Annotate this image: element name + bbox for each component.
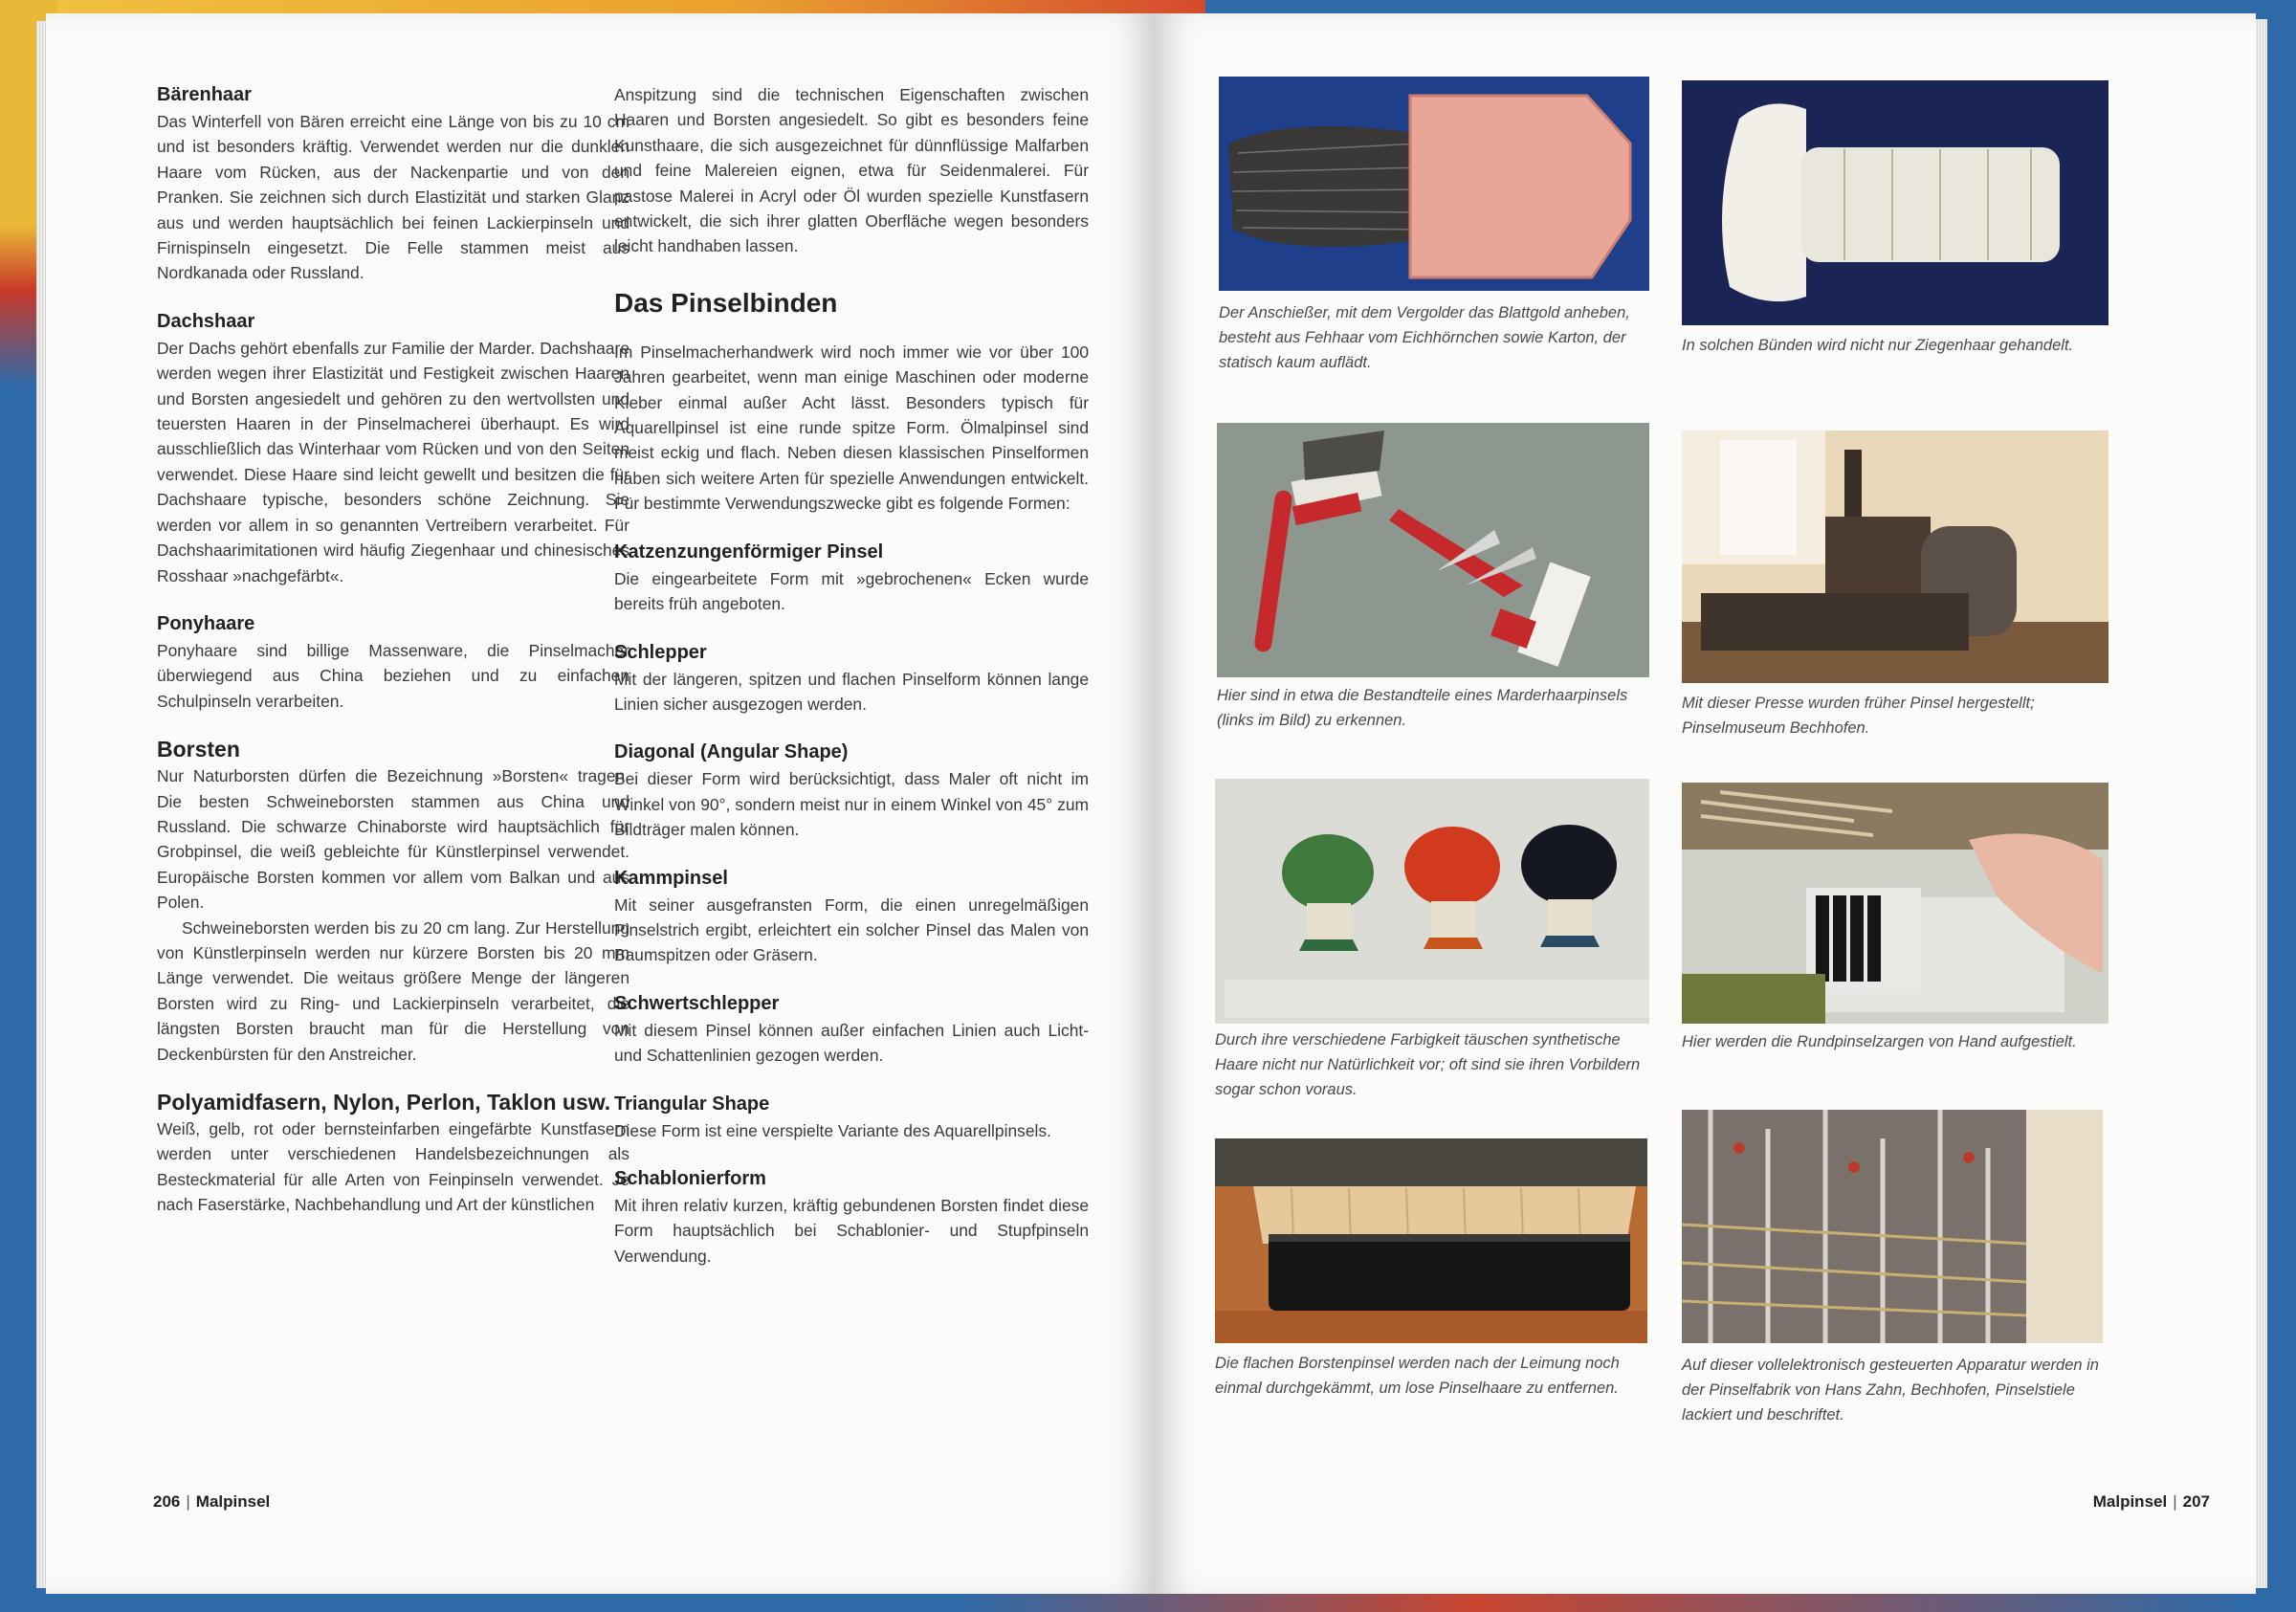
photo-anschiesser: [1219, 77, 1649, 291]
photo-synthetische-haare: [1215, 779, 1649, 1024]
caption-3: Hier sind in etwa die Bestandteile eines Marderhaarpinsels (links im Bild) zu erkennen.: [1217, 687, 1628, 729]
paragraph-schlepper: Mit der längeren, spitzen und flachen Pinselform können lange Linien sicher ausgezogen werden.: [614, 669, 1089, 714]
heading-triangular: Triangular Shape: [614, 1093, 770, 1115]
photo-borstenpinsel: [1215, 1138, 1647, 1343]
photo-ziegenhaar-buendel: [1682, 80, 2108, 325]
running-head-left: Malpinsel: [195, 1492, 271, 1511]
heading-borsten: Borsten: [157, 737, 240, 762]
paragraph-borsten-2: Schweineborsten werden bis zu 20 cm lang. Zur Herstellung von Künstlerpinseln werden nur kürzere Borsten bis 20 mm Länge verwendet. Die weitaus größere Menge der längeren Borsten wird zu Ring- und Lackierpinseln verarbeitet, die längsten Borsten braucht man für die Herstellung von Deckenbürsten für den Anstreicher.: [157, 917, 629, 1064]
right-column: [614, 82, 1089, 1292]
paragraph-schwertschlepper: Mit diesem Pinsel können außer einfachen Linien auch Licht- und Schattenlinien gezogen werden.: [614, 1020, 1089, 1066]
paragraph-polyamidfasern: Weiß, gelb, rot oder bernsteinfarben eingefärbte Kunstfasern werden unter verschiedenen Handelsbezeichnungen als Besteckmaterial für alle Arten von Feinpinseln verwendet. Je nach Faserstärke, Nachbehandlung und Art der künstlichen: [157, 1119, 629, 1215]
photo-apparatur: [1682, 1110, 2103, 1343]
paragraph-diagonal: Bei dieser Form wird berücksichtigt, dass Maler oft nicht im Winkel von 90°, sondern meist nur in einem Winkel von 45° zum Bildträger malen können.: [614, 769, 1089, 840]
paragraph-ponyhaare: Ponyhaare sind billige Massenware, die Pinselmacher überwiegend aus China beziehen und zu einfachen Schulpinseln verarbeiten.: [157, 640, 629, 711]
right-page: [1154, 13, 2256, 1594]
paragraph-borsten: Nur Naturborsten dürfen die Bezeichnung »Borsten« tragen. Die besten Schweineborsten stammen aus China und Russland. Die schwarze Chinaborste wird hauptsächlich für Grobpinsel, die weiß gebleichte für Künstlerpinsel verwendet. Europäische Borsten kommen vor allem vom Balkan und aus Polen.: [157, 766, 629, 913]
heading-ponyhaare: Ponyhaare: [157, 612, 255, 634]
folio-right: Malpinsel | 207: [2092, 1492, 2210, 1511]
left-page: [46, 13, 1154, 1594]
paragraph-dachshaar: Der Dachs gehört ebenfalls zur Familie der Marder. Dachshaare werden wegen ihrer Elastizität und Festigkeit zwischen Haaren und Borsten angesiedelt und gehören zu den wertvollsten und teuersten Haaren in der Pinselmacherei überhaupt. Es wird ausschließlich das Winterhaar vom Rücken und von den Seiten verwendet. Diese Haare sind leicht gewellt und besitzen die für Dachshaare typische, besonders schöne Zeichnung. Sie werden vor allem in so genannten Vertreibern verarbeitet. Für Dachshaarimitationen wird häufig Ziegenhaar und chinesisches Rosshaar »nachgefärbt«.: [157, 338, 629, 585]
heading-pinselbinden: Das Pinselbinden: [614, 287, 838, 318]
heading-kammpinsel: Kammpinsel: [614, 867, 728, 889]
heading-schlepper: Schlepper: [614, 641, 707, 663]
caption-5: Durch ihre verschiedene Farbigkeit täuschen synthetische Haare nicht nur Natürlichkeit vor; oft sind sie ihren Vorbildern sogar schon voraus.: [1215, 1031, 1641, 1098]
caption-6: Hier werden die Rundpinselzargen von Hand aufgestielt.: [1682, 1033, 2077, 1050]
running-head-right: Malpinsel: [2092, 1492, 2168, 1511]
heading-polyamidfasern: Polyamidfasern, Nylon, Perlon, Taklon usw.: [157, 1090, 611, 1115]
page-number-right: 207: [2182, 1492, 2210, 1511]
paragraph-schablonierform: Mit ihren relativ kurzen, kräftig gebundenen Borsten findet diese Form hauptsächlich bei Schablonier- und Stupfpinseln Verwendung.: [614, 1195, 1089, 1266]
caption-1: Der Anschießer, mit dem Vergolder das Blattgold anheben, besteht aus Fehhaar vom Eichhörnchen sowie Karton, der statisch kaum auflädt.: [1219, 304, 1630, 371]
paragraph-kammpinsel: Mit seiner ausgefransten Form, die einen unregelmäßigen Pinselstrich ergibt, erleichtert ein solcher Pinsel das Malen von Baumspitzen oder Gräsern.: [614, 894, 1089, 965]
caption-7: Die flachen Borstenpinsel werden nach der Leimung noch einmal durchgekämmt, um lose Pinselhaare zu entfernen.: [1215, 1355, 1620, 1397]
heading-katzenzunge: Katzenzungenförmiger Pinsel: [614, 541, 884, 563]
photo-marderhaarpinsel: [1217, 423, 1649, 677]
photo-presse: [1682, 431, 2108, 683]
paragraph-anspitzung: Anspitzung sind die technischen Eigenschaften zwischen Haaren und Borsten angesiedelt. So gibt es besonders feine Kunsthaare, die sich ausgezeichnet für dünnflüssige Malfarben und feine Malereien eignen, etwa für Seidenmalerei. Für pastose Malerei in Acryl oder Öl wurden spezielle Kunstfasern entwickelt, die sich ihrer glatten Oberfläche wegen besonders leicht handhaben lassen.: [614, 85, 1089, 256]
paragraph-katzenzunge: Die eingearbeitete Form mit »gebrochenen« Ecken wurde bereits früh angeboten.: [614, 568, 1089, 614]
photo-rundpinselzargen: [1682, 783, 2108, 1024]
heading-dachshaar: Dachshaar: [157, 310, 255, 332]
paragraph-pinselbinden: Im Pinselmacherhandwerk wird noch immer wie vor über 100 Jahren gearbeitet, wenn man einige Maschinen oder moderne Kleber einmal außer Acht lässt. Besonders typisch für Aquarellpinsel ist eine runde spitze Form. Ölmalpinsel sind meist eckig und flach. Neben diesen klassischen Pinselformen haben sich weitere Arten für spezielle Anwendungen entwickelt. Für bestimmte Verwendungszwecke gibt es folgende Formen:: [614, 342, 1089, 514]
paragraph-baerenhaar: Das Winterfell von Bären erreicht eine Länge von bis zu 10 cm und ist besonders kräftig. Verwendet werden nur die dunklen Haare vom Rücken, aus der Nackenpartie und von den Pranken. Sie zeichnen sich durch Elastizität und starken Glanz aus und werden hauptsächlich bei feinen Lackierpinseln und Firnispinseln eingesetzt. Die Felle stammen meist aus Nordkanada oder Russland.: [157, 112, 629, 283]
left-column: [157, 82, 629, 1241]
caption-8: Auf dieser vollelektronisch gesteuerten Apparatur werden in der Pinselfabrik von Hans Zahn, Bechhofen, Pinselstiele lackiert und beschriftet.: [1682, 1357, 2099, 1424]
heading-baerenhaar: Bärenhaar: [157, 84, 252, 105]
caption-2: In solchen Bünden wird nicht nur Ziegenhaar gehandelt.: [1682, 337, 2074, 354]
page-number-left: 206: [153, 1492, 181, 1511]
heading-schablonierform: Schablonierform: [614, 1167, 766, 1189]
paragraph-triangular: Diese Form ist eine verspielte Variante des Aquarellpinsels.: [614, 1120, 1051, 1140]
caption-4: Mit dieser Presse wurden früher Pinsel hergestellt; Pinselmuseum Bechhofen.: [1682, 695, 2035, 737]
folio-left: 206 | Malpinsel: [153, 1492, 271, 1511]
heading-schwertschlepper: Schwertschlepper: [614, 992, 780, 1014]
heading-diagonal: Diagonal (Angular Shape): [614, 741, 849, 763]
